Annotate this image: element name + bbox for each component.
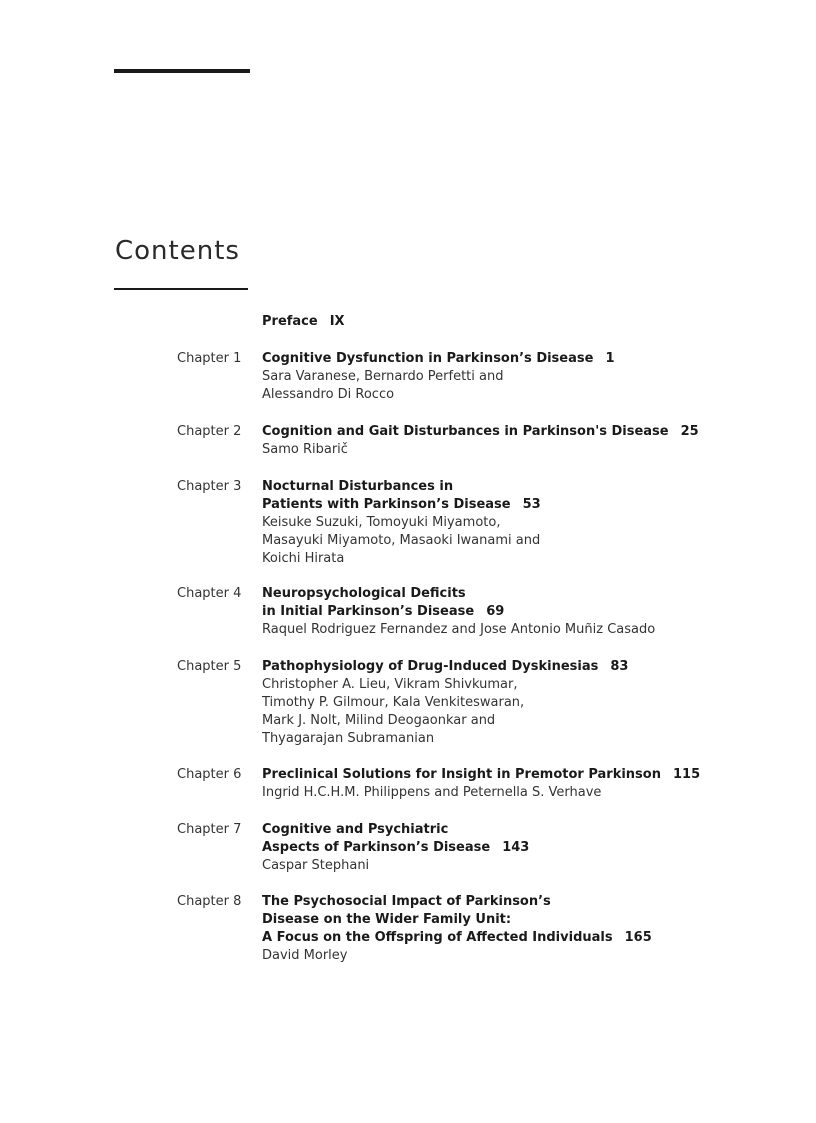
author-line: Raquel Rodriguez Fernandez and Jose Antonio Muñiz Casado [262, 622, 656, 637]
entry-body [262, 821, 782, 875]
entry-body [262, 478, 782, 568]
entry-authors [262, 784, 782, 802]
author-line: Timothy P. Gilmour, Kala Venkiteswaran, [262, 695, 525, 710]
entry-body [262, 423, 782, 459]
page-number: 69 [486, 604, 505, 619]
page-title: Contents [115, 236, 240, 266]
chapter-label: Chapter 3 [177, 479, 242, 494]
author-line: Caspar Stephani [262, 858, 370, 873]
chapter-label: Chapter 1 [177, 351, 242, 366]
page-number: IX [329, 314, 345, 329]
author-line: David Morley [262, 948, 348, 963]
entry-title [262, 585, 782, 621]
entry-authors [262, 621, 782, 639]
entry-body [262, 658, 782, 748]
page-number: 25 [680, 424, 699, 439]
page-number: 143 [502, 840, 530, 855]
title-line: Cognitive Dysfunction in Parkinson’s Disease [262, 351, 594, 366]
author-line: Sara Varanese, Bernardo Perfetti and [262, 369, 504, 384]
entry-title [262, 658, 782, 676]
entry-authors [262, 676, 782, 748]
author-line: Christopher A. Lieu, Vikram Shivkumar, [262, 677, 518, 692]
entry-authors [262, 441, 782, 459]
entry-body [262, 313, 782, 331]
author-line: Keisuke Suzuki, Tomoyuki Miyamoto, [262, 515, 501, 530]
entry-body [262, 893, 782, 965]
author-line: Mark J. Nolt, Milind Deogaonkar and [262, 713, 496, 728]
author-line: Alessandro Di Rocco [262, 387, 395, 402]
page-number: 83 [610, 659, 629, 674]
page-number: 53 [522, 497, 541, 512]
author-line: Samo Ribarič [262, 442, 348, 457]
chapter-label: Chapter 2 [177, 424, 242, 439]
author-line: Ingrid H.C.H.M. Philippens and Peternella S. Verhave [262, 785, 602, 800]
title-line: Aspects of Parkinson’s Disease [262, 840, 491, 855]
entry-title [262, 350, 782, 368]
title-line: A Focus on the Offspring of Affected Individuals [262, 930, 613, 945]
entry-authors [262, 514, 782, 568]
entry-title [262, 478, 782, 514]
page-number: 115 [672, 767, 701, 782]
title-line: Disease on the Wider Family Unit: [262, 912, 512, 927]
title-line: Preclinical Solutions for Insight in Premotor Parkinson [262, 767, 661, 782]
chapter-label: Chapter 6 [177, 767, 242, 782]
preface-title: Preface [262, 314, 318, 329]
chapter-label: Chapter 7 [177, 822, 242, 837]
chapter-label: Chapter 5 [177, 659, 242, 674]
author-line: Koichi Hirata [262, 551, 345, 566]
title-line: Neuropsychological Deficits [262, 586, 466, 601]
entry-title [262, 423, 782, 441]
entry-title [262, 893, 782, 947]
title-line: Cognitive and Psychiatric [262, 822, 449, 837]
title-line: Cognition and Gait Disturbances in Parkinson's Disease [262, 424, 669, 439]
title-line: Pathophysiology of Drug-Induced Dyskinesias [262, 659, 599, 674]
title-rule [114, 288, 248, 290]
entry-title [262, 766, 782, 784]
entry-body [262, 350, 782, 404]
entry-title [262, 821, 782, 857]
title-line: in Initial Parkinson’s Disease [262, 604, 475, 619]
page-number: 1 [605, 351, 615, 366]
entry-body [262, 766, 782, 802]
entry-authors [262, 947, 782, 965]
page-number: 165 [624, 930, 652, 945]
top-rule [114, 69, 250, 73]
title-line: Nocturnal Disturbances in [262, 479, 454, 494]
entry-authors [262, 368, 782, 404]
title-line: Patients with Parkinson’s Disease [262, 497, 511, 512]
entry-authors [262, 857, 782, 875]
author-line: Masayuki Miyamoto, Masaoki Iwanami and [262, 533, 541, 548]
title-line: The Psychosocial Impact of Parkinson’s [262, 894, 551, 909]
chapter-label: Chapter 8 [177, 894, 242, 909]
entry-title [262, 313, 782, 331]
author-line: Thyagarajan Subramanian [262, 731, 435, 746]
entry-body [262, 585, 782, 639]
chapter-label: Chapter 4 [177, 586, 242, 601]
